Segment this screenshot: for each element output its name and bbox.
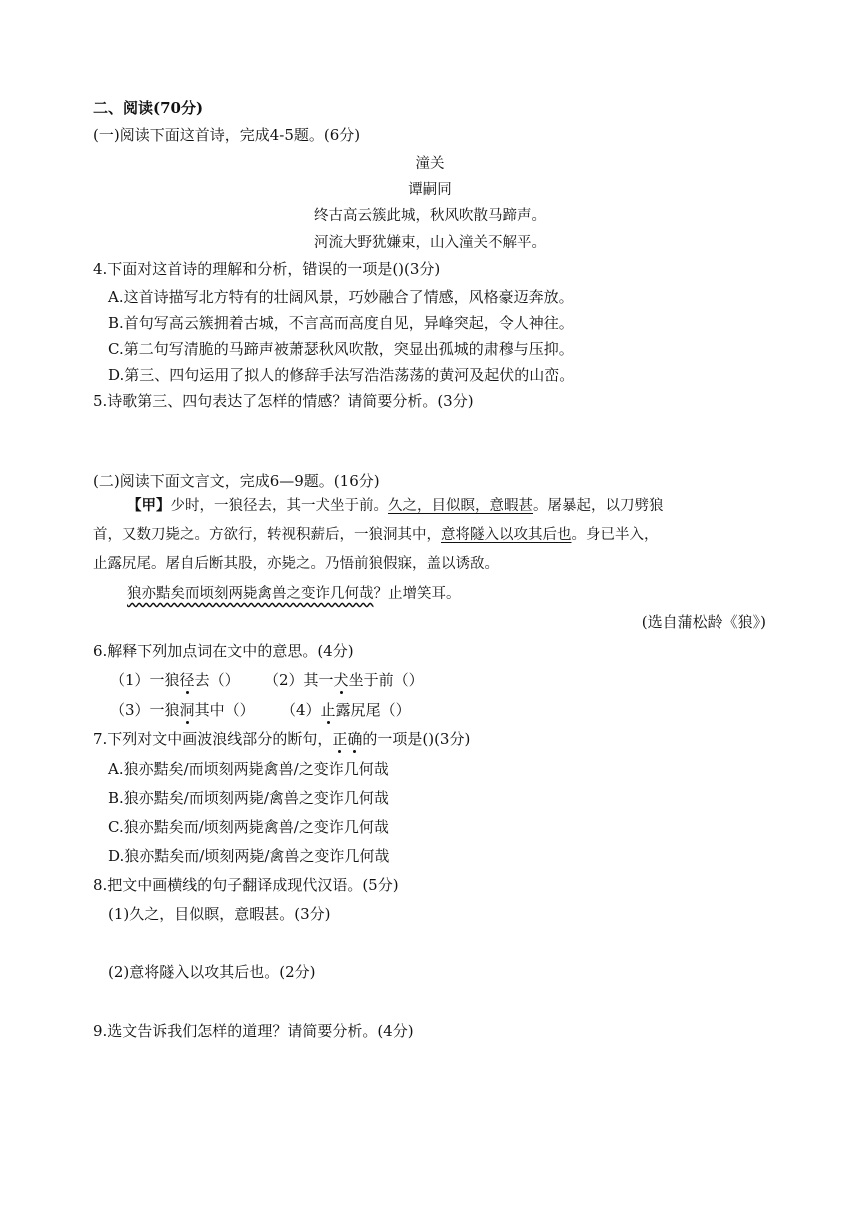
poem-line-2: 河流大野犹嫌束，山入潼关不解平。 xyxy=(314,235,546,251)
dotted-word: 径 xyxy=(179,671,195,689)
underlined-sentence-2: 意将隧入以攻其后也 xyxy=(441,527,572,543)
q7-stem xyxy=(93,729,470,749)
q8-stem: 8.把文中画横线的句子翻译成现代汉语。(5分) xyxy=(93,876,399,894)
poem-author: 谭嗣同 xyxy=(408,182,452,198)
passage-text: 。屠暴起，以刀劈狼 xyxy=(533,498,664,514)
part1-intro: (一)阅读下面这首诗，完成4-5题。(6分) xyxy=(93,126,361,144)
underlined-sentence-1: 久之，目似瞑，意暇甚 xyxy=(388,498,533,514)
q7-stem-text: 的一项是()(3分) xyxy=(362,730,471,748)
q7-option-d: D.狼亦黠矣而/顷刻两毙/禽兽之变诈几何哉 xyxy=(108,847,390,865)
dotted-word: 确 xyxy=(347,730,363,748)
passage-line-4 xyxy=(127,584,461,604)
q6-item-text: （1）一狼 xyxy=(110,671,180,689)
passage-line-3: 止露尻尾。屠自后断其股，亦毙之。乃悟前狼假寐，盖以诱敌。 xyxy=(93,556,499,572)
passage-source: (选自蒲松龄《狼》) xyxy=(641,613,766,631)
q8-sentence-1: (1)久之，目似瞑，意暇甚。(3分) xyxy=(108,905,331,923)
q6-item-text: （2）其一 xyxy=(264,671,334,689)
q7-stem-text: 7.下列对文中画波浪线部分的断句， xyxy=(93,730,333,748)
q6-stem: 6.解释下列加点词在文中的意思。(4分) xyxy=(93,642,354,660)
dotted-word: 正 xyxy=(332,730,348,748)
passage-text: 。身已半入， xyxy=(571,527,659,543)
q4-option-a: A.这首诗描写北方特有的壮阔风景，巧妙融合了情感，风格豪迈奔放。 xyxy=(108,288,574,306)
q6-item-text: 去（） xyxy=(194,671,240,689)
q9-stem: 9.选文告诉我们怎样的道理？请简要分析。(4分) xyxy=(93,1022,414,1040)
q7-option-a: A.狼亦黠矣/而顷刻两毙禽兽/之变诈几何哉 xyxy=(108,760,389,778)
q6-item-1 xyxy=(110,670,240,690)
dotted-word: 止 xyxy=(320,701,336,719)
passage-text: 少时，一狼径去，其一犬坐于前。 xyxy=(170,498,388,514)
q6-item-text: 坐于前（） xyxy=(348,671,424,689)
q6-item-3 xyxy=(110,700,255,720)
q6-item-text: （4） xyxy=(281,701,321,719)
part2-intro: (二)阅读下面文言文，完成6—9题。(16分) xyxy=(93,472,380,490)
dotted-word: 洞 xyxy=(179,701,195,719)
section-heading: 二、阅读(70分) xyxy=(93,99,204,117)
passage-line-2 xyxy=(93,525,659,545)
q4-option-c: C.第二句写清脆的马蹄声被萧瑟秋风吹散，突显出孤城的肃穆与压抑。 xyxy=(108,340,574,358)
q6-item-text: 其中（） xyxy=(194,701,255,719)
passage-text: 首，又数刀毙之。方欲行，转视积薪后，一狼洞其中， xyxy=(93,527,441,543)
q5-stem: 5.诗歌第三、四句表达了怎样的情感？请简要分析。(3分) xyxy=(93,392,474,410)
q6-item-2 xyxy=(264,670,424,690)
q7-option-b: B.狼亦黠矣/而顷刻两毙/禽兽之变诈几何哉 xyxy=(108,789,389,807)
q4-option-d: D.第三、四句运用了拟人的修辞手法写浩浩荡荡的黄河及起伏的山峦。 xyxy=(108,366,575,384)
wavy-underlined-sentence: 狼亦黠矣而顷刻两毙禽兽之变诈几何哉 xyxy=(127,586,374,602)
dotted-word: 犬 xyxy=(333,671,349,689)
q4-option-b: B.首句写高云簇拥着古城，不言高而高度自见，异峰突起，令人神往。 xyxy=(108,314,574,332)
q6-item-text: 露尻尾（） xyxy=(335,701,411,719)
q6-item-text: （3）一狼 xyxy=(110,701,180,719)
q6-item-4 xyxy=(281,700,411,720)
q4-stem: 4.下面对这首诗的理解和分析，错误的一项是()(3分) xyxy=(93,260,441,278)
q7-option-c: C.狼亦黠矣而/顷刻两毙禽兽/之变诈几何哉 xyxy=(108,818,389,836)
poem-line-1: 终古高云簇此城，秋风吹散马蹄声。 xyxy=(314,208,546,224)
passage-line-1 xyxy=(127,496,664,516)
poem-title: 潼关 xyxy=(415,156,445,172)
passage-text: ？止增笑耳。 xyxy=(373,586,461,602)
passage-label-jia: 【甲】 xyxy=(127,498,171,514)
q8-sentence-2: (2)意将隧入以攻其后也。(2分) xyxy=(108,963,316,981)
